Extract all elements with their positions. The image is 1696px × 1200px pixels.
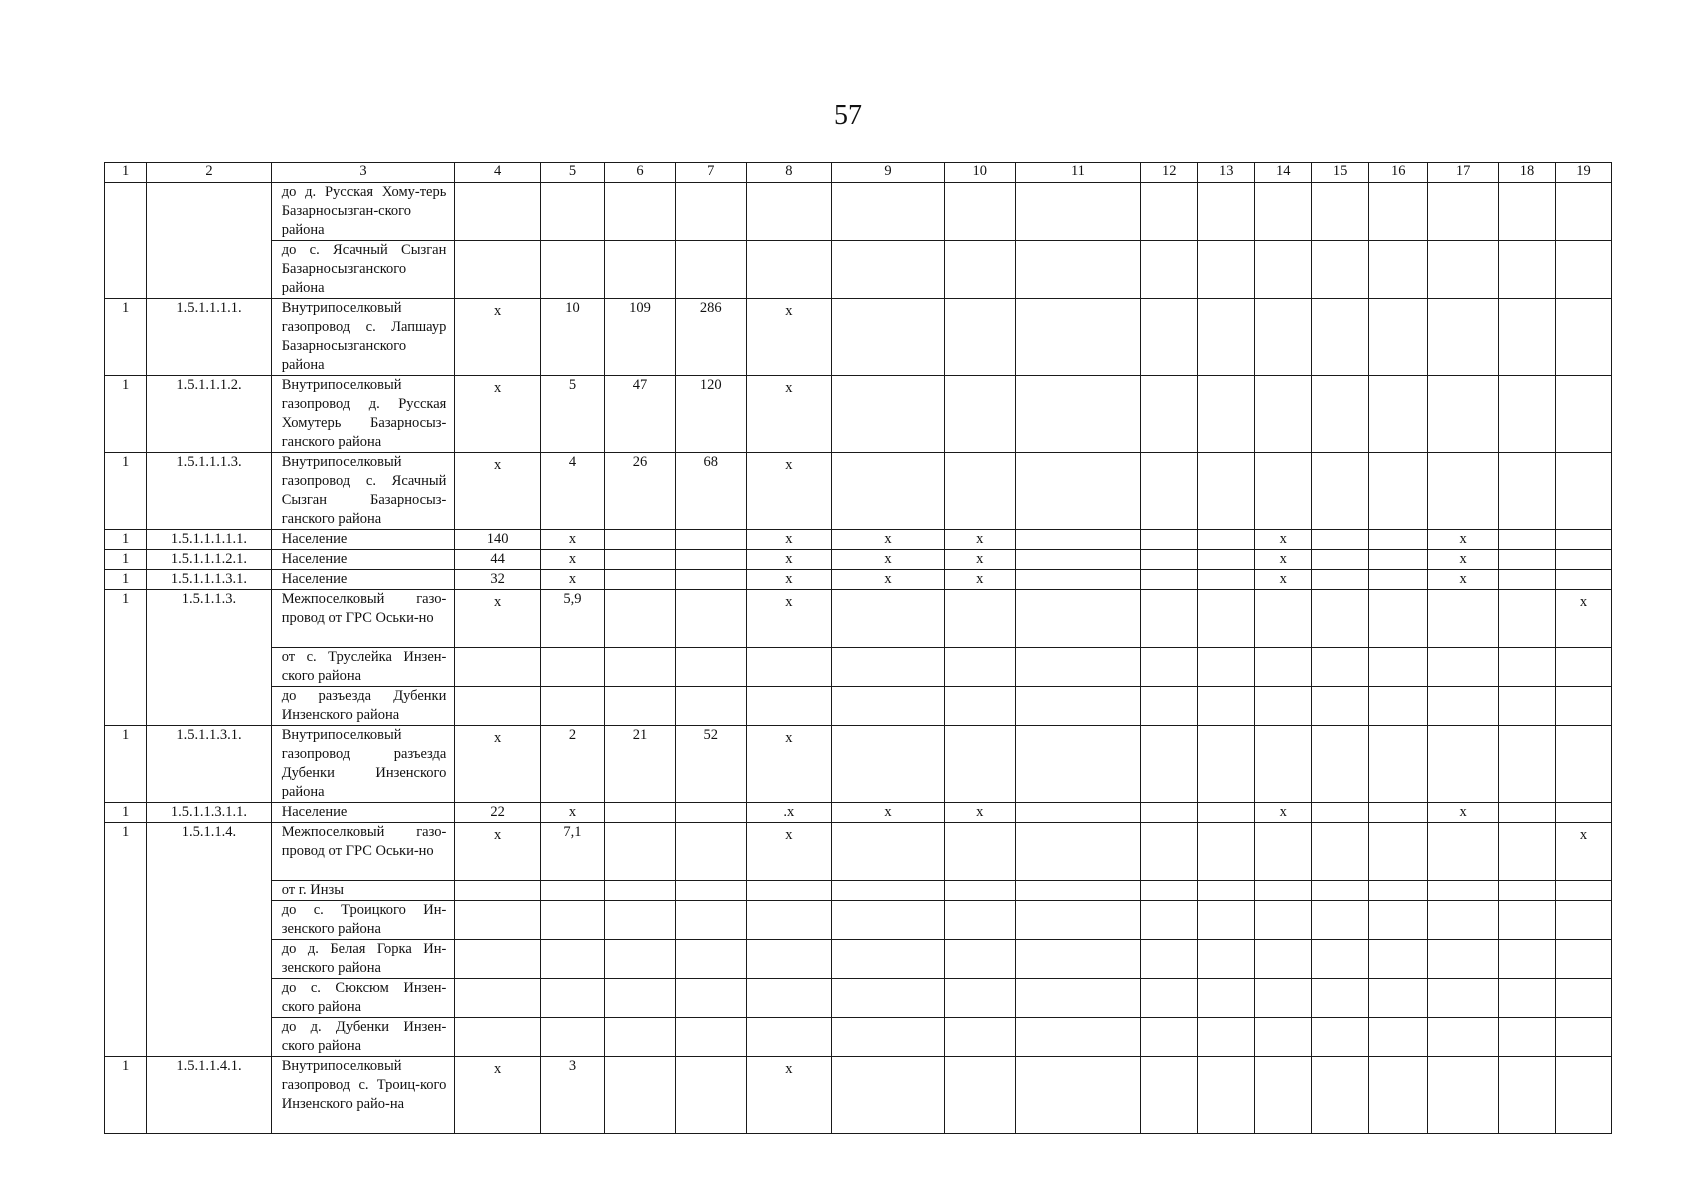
table-row (105, 803, 1612, 823)
cell-code: 1.5.1.1.1.2.1. (147, 550, 272, 570)
data-table (104, 162, 1612, 1134)
route-segment-cell: до с. Сюксюм Инзен-ского района (271, 979, 455, 1018)
cell-col8: х (746, 823, 831, 881)
cell-col1: 1 (105, 299, 147, 376)
cell-col17: х (1428, 570, 1499, 590)
cell-name: Внутрипоселковый газопровод с. Ясачный Сызган Базарносыз-ганского района (271, 453, 455, 530)
cell-col8: х (746, 570, 831, 590)
cell-col4: 32 (455, 570, 540, 590)
table-row (105, 299, 1612, 376)
table-row (105, 726, 1612, 803)
table-row (105, 376, 1612, 453)
table-row (105, 979, 1612, 1018)
column-header: 14 (1255, 163, 1312, 183)
cell-col1: 1 (105, 453, 147, 530)
cell-col5: х (540, 570, 604, 590)
cell-col9: х (832, 550, 945, 570)
cell-col1: 1 (105, 726, 147, 803)
route-segment-cell: до д. Русская Хому-терь Базарносызган-ского района (271, 183, 455, 241)
cell-col5: 5 (540, 376, 604, 453)
cell-col8: х (746, 590, 831, 648)
cell-col4: х (455, 590, 540, 648)
cell-col4: 44 (455, 550, 540, 570)
route-segment-cell: от с. Труслейка Инзен-ского района (271, 648, 455, 687)
table-row (105, 453, 1612, 530)
cell-col17: х (1428, 550, 1499, 570)
cell-col8: .х (746, 803, 831, 823)
cell-name: Внутрипоселковый газопровод с. Лапшаур Базарносызганского района (271, 299, 455, 376)
cell-name: Межпоселковый газо-провод от ГРС Оськи-но (271, 590, 455, 648)
cell-col4: 22 (455, 803, 540, 823)
cell-name: Внутрипоселковый газопровод д. Русская Хомутерь Базарносыз-ганского района (271, 376, 455, 453)
table-row (105, 570, 1612, 590)
column-header: 2 (147, 163, 272, 183)
cell-col4: х (455, 1057, 540, 1134)
cell-col14: х (1255, 530, 1312, 550)
cell-col5: 2 (540, 726, 604, 803)
cell-col10: х (944, 530, 1015, 550)
cell-col1: 1 (105, 376, 147, 453)
table-row (105, 183, 1612, 241)
route-segment-cell: до с. Троицкого Ин-зенского района (271, 901, 455, 940)
cell-name: Внутрипоселковый газопровод разъезда Дубенки Инзенского района (271, 726, 455, 803)
cell-col9: х (832, 530, 945, 550)
cell-col4: х (455, 299, 540, 376)
cell-code: 1.5.1.1.1.3. (147, 453, 272, 530)
column-header: 10 (944, 163, 1015, 183)
cell-col7: 286 (675, 299, 746, 376)
column-header: 7 (675, 163, 746, 183)
cell-name: Внутрипоселковый газопровод с. Троиц-кого Инзенского райо-на (271, 1057, 455, 1134)
cell-code: 1.5.1.1.4.1. (147, 1057, 272, 1134)
cell-code: 1.5.1.1.1.3.1. (147, 570, 272, 590)
cell-col6: 109 (605, 299, 676, 376)
cell-col5: 7,1 (540, 823, 604, 881)
cell-col8: х (746, 299, 831, 376)
cell-col14: х (1255, 803, 1312, 823)
cell-col5: х (540, 530, 604, 550)
cell-col6: 26 (605, 453, 676, 530)
table-row (105, 590, 1612, 648)
route-segment-cell: до с. Ясачный Сызган Базарносызганского района (271, 241, 455, 299)
cell-col17: х (1428, 530, 1499, 550)
cell-col17: х (1428, 803, 1499, 823)
column-header: 4 (455, 163, 540, 183)
cell-code: 1.5.1.1.4. (147, 823, 272, 1057)
table-row (105, 241, 1612, 299)
cell-col1: 1 (105, 590, 147, 726)
table-row (105, 823, 1612, 881)
cell-name: Население (271, 530, 455, 550)
column-header: 9 (832, 163, 945, 183)
column-header: 1 (105, 163, 147, 183)
table-row (105, 1018, 1612, 1057)
column-header: 6 (605, 163, 676, 183)
column-header: 8 (746, 163, 831, 183)
column-header: 15 (1312, 163, 1369, 183)
cell-col19: х (1555, 823, 1611, 881)
cell-col14: х (1255, 550, 1312, 570)
table-row (105, 550, 1612, 570)
column-header: 16 (1369, 163, 1428, 183)
cell-col8: х (746, 1057, 831, 1134)
cell-col6: 47 (605, 376, 676, 453)
page-number: 57 (834, 100, 862, 131)
cell-col8: х (746, 726, 831, 803)
column-header: 12 (1141, 163, 1198, 183)
cell-col8: х (746, 376, 831, 453)
cell-col5: 10 (540, 299, 604, 376)
column-header: 18 (1498, 163, 1555, 183)
table-row (105, 530, 1612, 550)
cell-col4: х (455, 726, 540, 803)
cell-col9: х (832, 570, 945, 590)
column-header: 11 (1015, 163, 1141, 183)
route-segment-cell: от г. Инзы (271, 881, 455, 901)
cell-col8: х (746, 550, 831, 570)
cell-col7: 52 (675, 726, 746, 803)
column-header: 17 (1428, 163, 1499, 183)
route-segment-cell: до д. Белая Горка Ин-зенского района (271, 940, 455, 979)
cell-col8: х (746, 453, 831, 530)
cell-name: Население (271, 570, 455, 590)
cell-col4: 140 (455, 530, 540, 550)
cell-col1: 1 (105, 570, 147, 590)
header-row (105, 163, 1612, 183)
table-row (105, 881, 1612, 901)
cell-col6: 21 (605, 726, 676, 803)
cell-code: 1.5.1.1.1.1.1. (147, 530, 272, 550)
table-row (105, 648, 1612, 687)
cell-col19: х (1555, 590, 1611, 648)
table-row (105, 940, 1612, 979)
cell-col1: 1 (105, 823, 147, 1057)
table-row (105, 901, 1612, 940)
cell-col4: х (455, 376, 540, 453)
column-header: 19 (1555, 163, 1611, 183)
cell-code: 1.5.1.1.3.1. (147, 726, 272, 803)
cell-name: Население (271, 803, 455, 823)
cell-code: 1.5.1.1.3.1.1. (147, 803, 272, 823)
cell-col10: х (944, 550, 1015, 570)
cell-col14: х (1255, 570, 1312, 590)
cell-col1: 1 (105, 803, 147, 823)
table-row (105, 1057, 1612, 1134)
cell-code: 1.5.1.1.1.2. (147, 376, 272, 453)
cell-name: Межпоселковый газо-провод от ГРС Оськи-но (271, 823, 455, 881)
cell-col5: 4 (540, 453, 604, 530)
cell-col5: 5,9 (540, 590, 604, 648)
cell-col1: 1 (105, 550, 147, 570)
cell-col5: х (540, 550, 604, 570)
cell-code: 1.5.1.1.3. (147, 590, 272, 726)
cell-col8: х (746, 530, 831, 550)
cell-col7: 68 (675, 453, 746, 530)
route-segment-cell: до разъезда Дубенки Инзенского района (271, 687, 455, 726)
route-segment-cell: до д. Дубенки Инзен-ского района (271, 1018, 455, 1057)
table-row (105, 687, 1612, 726)
cell-col4: х (455, 453, 540, 530)
cell-col7: 120 (675, 376, 746, 453)
cell-code: 1.5.1.1.1.1. (147, 299, 272, 376)
cell-col10: х (944, 570, 1015, 590)
cell-col1: 1 (105, 530, 147, 550)
column-header: 5 (540, 163, 604, 183)
cell-col5: 3 (540, 1057, 604, 1134)
cell-col1: 1 (105, 1057, 147, 1134)
cell-col5: х (540, 803, 604, 823)
cell-col4: х (455, 823, 540, 881)
cell-col10: х (944, 803, 1015, 823)
cell-col9: х (832, 803, 945, 823)
column-header: 13 (1198, 163, 1255, 183)
column-header: 3 (271, 163, 455, 183)
cell-name: Население (271, 550, 455, 570)
